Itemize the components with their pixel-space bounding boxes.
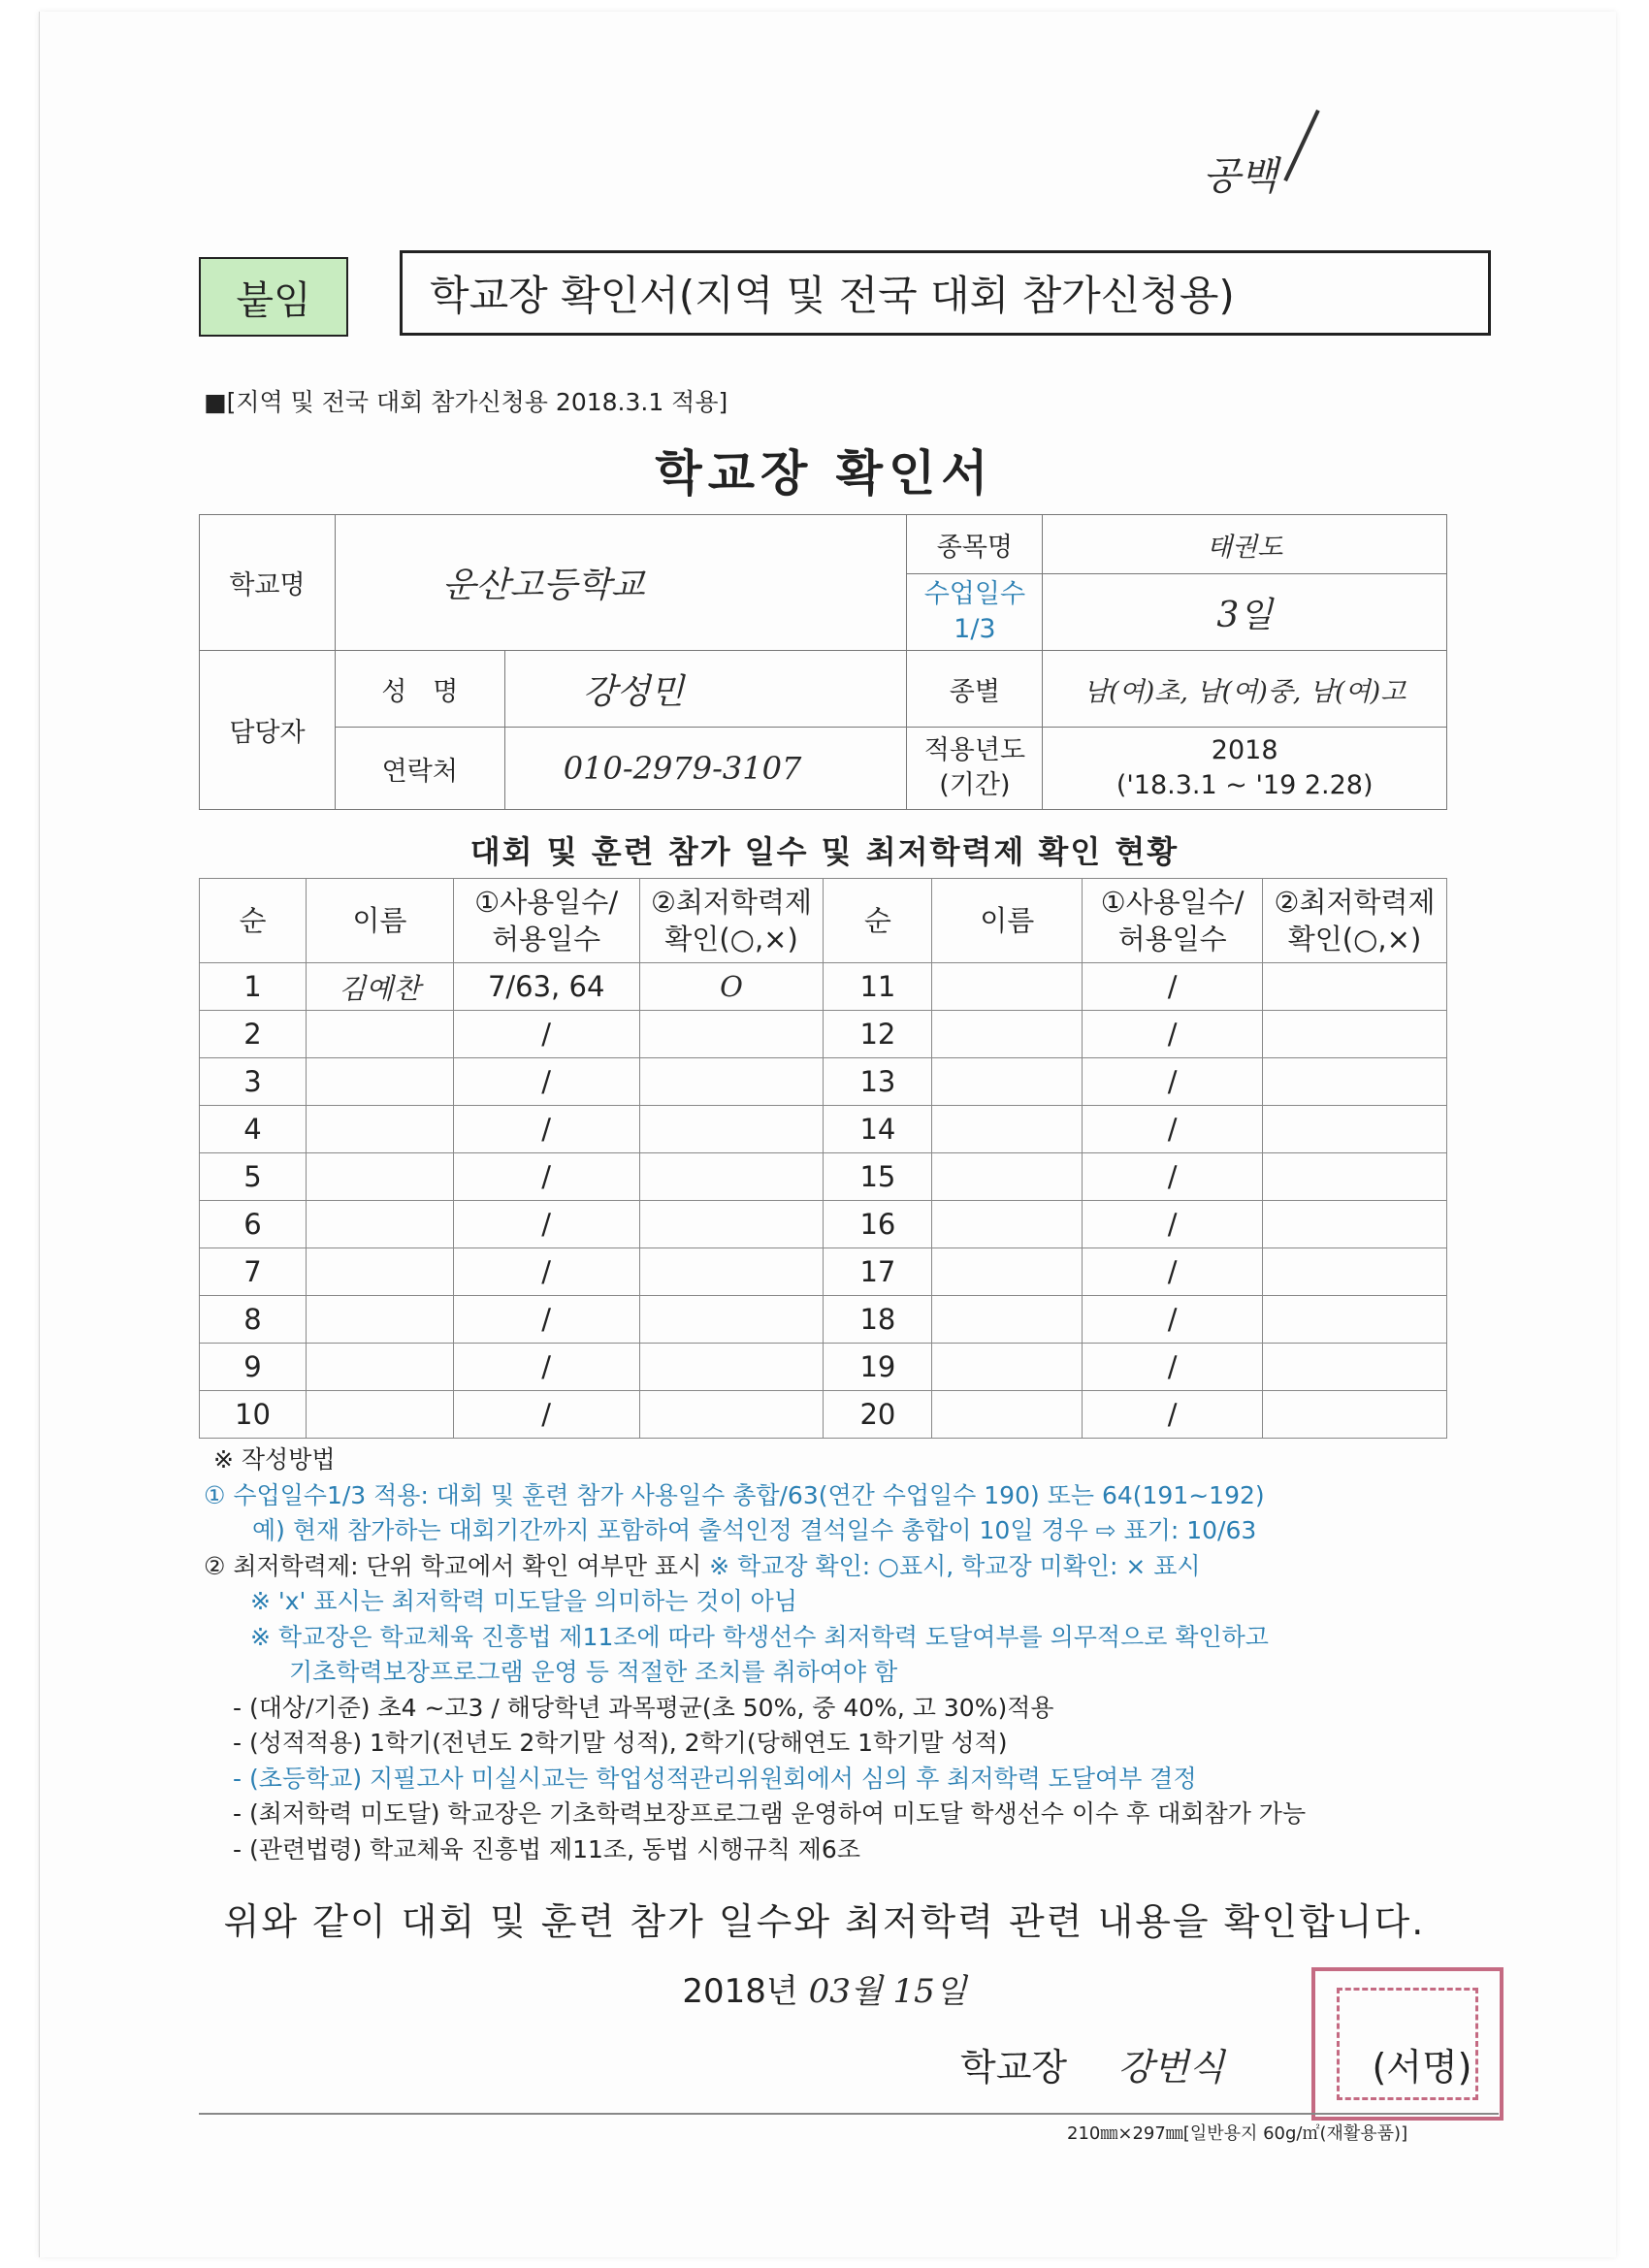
table-row: [200, 1153, 1447, 1201]
col-days: [453, 879, 639, 963]
row-days: /: [453, 1344, 639, 1391]
row-days: /: [453, 1011, 639, 1058]
col-no-right: 순: [824, 879, 932, 963]
col-days-line1: ①사용일수/: [474, 886, 619, 919]
principal-label: 학교장: [960, 2046, 1068, 2089]
row-days-right: /: [1083, 1296, 1263, 1344]
year-value: 2018: [1211, 735, 1278, 765]
instructions: [204, 1442, 1523, 1867]
col-days-right: [1083, 879, 1263, 963]
row-min-right: [1263, 1344, 1447, 1391]
row-no-right: 12: [824, 1011, 932, 1058]
manager-name-value: 강성민: [504, 651, 907, 728]
days-value: 3일: [1043, 574, 1447, 651]
detail-3: - (초등학교) 지필고사 미실시교는 학업성적관리위원회에서 심의 후 최저학력 도달여부 결정: [233, 1764, 1197, 1793]
row-min: [639, 1058, 824, 1106]
row-no: 6: [200, 1201, 307, 1248]
col-days-line2: 허용일수: [492, 923, 601, 956]
row-name: [306, 1344, 453, 1391]
info-table: [199, 514, 1447, 810]
table-row: [200, 1011, 1447, 1058]
principal-name: 강번식: [1117, 2046, 1225, 2089]
row-name-right: [932, 1201, 1083, 1248]
row-min-right: [1263, 1153, 1447, 1201]
row-days: /: [453, 1201, 639, 1248]
row-no-right: 18: [824, 1296, 932, 1344]
row-min: [639, 1248, 824, 1296]
row-name-right: [932, 963, 1083, 1011]
row-days-right: /: [1083, 1344, 1263, 1391]
table-row: [200, 1058, 1447, 1106]
date-day: 15일: [892, 1972, 967, 2011]
col-days-right-line2: 허용일수: [1117, 923, 1227, 956]
row-no: 9: [200, 1344, 307, 1391]
col-name: 이름: [306, 879, 453, 963]
confirmation-statement: 위와 같이 대회 및 훈련 참가 일수와 최저학력 관련 내용을 확인합니다.: [223, 1900, 1426, 1943]
table-header-row: [200, 879, 1447, 963]
name-label: 성 명: [335, 651, 504, 728]
row-min-right: [1263, 1296, 1447, 1344]
row-no: 3: [200, 1058, 307, 1106]
row-name: [306, 1296, 453, 1344]
sport-label: 종목명: [907, 515, 1043, 574]
period-label: (기간): [939, 770, 1011, 800]
row-min: O: [639, 963, 824, 1011]
row-name: [306, 1153, 453, 1201]
note-2-text: ② 최저학력제: 단위 학교에서 확인 여부만 표시: [204, 1551, 710, 1580]
detail-4: - (최저학력 미도달) 학교장은 기초학력보장프로그램 운영하여 미도달 학생선수 이수 후 대회참가 가능: [233, 1799, 1307, 1828]
row-no: 8: [200, 1296, 307, 1344]
detail-1: - (대상/기준) 초4 ~고3 / 해당학년 과목평균(초 50%, 중 40%, 고 30%)적용: [233, 1693, 1054, 1722]
row-days: /: [453, 1391, 639, 1439]
row-days-right: /: [1083, 1391, 1263, 1439]
row-no: 2: [200, 1011, 307, 1058]
row-no-right: 16: [824, 1201, 932, 1248]
row-name-right: [932, 1011, 1083, 1058]
col-min-right: [1263, 879, 1447, 963]
sign-label: (서명): [1372, 2046, 1472, 2089]
col-min-line2: 확인(○,×): [664, 923, 798, 956]
page-title: 학교장 확인서: [655, 445, 994, 502]
row-days: /: [453, 1106, 639, 1153]
row-name: 김예찬: [306, 963, 453, 1011]
row-name-right: [932, 1106, 1083, 1153]
table-row: [200, 1344, 1447, 1391]
row-days-right: /: [1083, 1153, 1263, 1201]
row-name-right: [932, 1058, 1083, 1106]
days-fraction: 1/3: [954, 614, 996, 644]
row-days: /: [453, 1058, 639, 1106]
row-days: 7/63, 64: [453, 963, 639, 1011]
table-row: [200, 1201, 1447, 1248]
row-days-right: /: [1083, 1011, 1263, 1058]
col-no: 순: [200, 879, 307, 963]
row-min-right: [1263, 1058, 1447, 1106]
row-min-right: [1263, 1011, 1447, 1058]
row-min: [639, 1201, 824, 1248]
year-label: 적용년도: [923, 735, 1026, 765]
row-days-right: /: [1083, 1248, 1263, 1296]
row-days-right: /: [1083, 1058, 1263, 1106]
table-row: [200, 1391, 1447, 1439]
note-2-mark: ※ 학교장 확인: ○표시, 학교장 미확인: × 표시: [709, 1551, 1201, 1580]
row-min-right: [1263, 1248, 1447, 1296]
table-heading: 대회 및 훈련 참가 일수 및 최저학력제 확인 현황: [469, 833, 1180, 870]
row-no: 5: [200, 1153, 307, 1201]
row-days: /: [453, 1153, 639, 1201]
row-min: [639, 1011, 824, 1058]
row-name-right: [932, 1391, 1083, 1439]
row-days: /: [453, 1296, 639, 1344]
attachment-tag: 붙임: [199, 257, 348, 337]
date-year: 2018년: [682, 1972, 798, 2011]
signature-line: [960, 2037, 1472, 2090]
row-min: [639, 1391, 824, 1439]
contact-value: 010-2979-3107: [504, 728, 907, 810]
note-2: [204, 1549, 1523, 1585]
row-no-right: 20: [824, 1391, 932, 1439]
period-value: ('18.3.1 ~ '19 2.28): [1116, 770, 1374, 800]
notes-heading: ※ 작성방법: [213, 1445, 336, 1474]
col-min: [639, 879, 824, 963]
school-label: 학교명: [200, 515, 336, 651]
row-name: [306, 1011, 453, 1058]
footer-divider: [199, 2113, 1499, 2115]
row-name: [306, 1106, 453, 1153]
row-name-right: [932, 1344, 1083, 1391]
year-value-cell: [1043, 728, 1447, 810]
table-row: [200, 1248, 1447, 1296]
row-name: [306, 1201, 453, 1248]
table-row: [200, 1296, 1447, 1344]
row-name-right: [932, 1248, 1083, 1296]
row-min-right: [1263, 963, 1447, 1011]
row-days-right: /: [1083, 963, 1263, 1011]
row-days-right: /: [1083, 1106, 1263, 1153]
handwritten-corner-note: 공백: [1203, 154, 1278, 199]
col-min-right-line2: 확인(○,×): [1287, 923, 1422, 956]
table-row: [200, 1106, 1447, 1153]
row-min-right: [1263, 1201, 1447, 1248]
row-min: [639, 1296, 824, 1344]
row-no: 10: [200, 1391, 307, 1439]
days-label-cell: [907, 574, 1043, 651]
row-no-right: 19: [824, 1344, 932, 1391]
school-value: 운산고등학교: [335, 515, 907, 651]
year-label-cell: [907, 728, 1043, 810]
note-4b: 기초학력보장프로그램 운영 등 적절한 조치를 취하여야 함: [289, 1658, 898, 1686]
note-1: ① 수업일수1/3 적용: 대회 및 훈련 참가 사용일수 총합/63(연간 수업일수 190) 또는 64(191~192): [204, 1480, 1265, 1509]
row-no-right: 14: [824, 1106, 932, 1153]
row-no-right: 13: [824, 1058, 932, 1106]
detail-5: - (관련법령) 학교체육 진흥법 제11조, 동법 시행규칙 제6조: [233, 1834, 860, 1863]
row-name-right: [932, 1153, 1083, 1201]
application-note: ■[지역 및 전국 대회 참가신청용 2018.3.1 적용]: [204, 388, 728, 416]
row-days: /: [453, 1248, 639, 1296]
col-min-line1: ②최저학력제: [651, 886, 813, 919]
row-name-right: [932, 1296, 1083, 1344]
row-days-right: /: [1083, 1201, 1263, 1248]
date-month: 03월: [808, 1972, 883, 2011]
header-title: 학교장 확인서(지역 및 전국 대회 참가신청용): [400, 250, 1491, 336]
contact-label: 연락처: [335, 728, 504, 810]
sport-value: 태권도: [1043, 515, 1447, 574]
category-label: 종별: [907, 651, 1043, 728]
row-no: 1: [200, 963, 307, 1011]
row-min: [639, 1344, 824, 1391]
row-name: [306, 1248, 453, 1296]
manager-label: 담당자: [200, 651, 336, 810]
row-min: [639, 1153, 824, 1201]
paper-spec: 210㎜×297㎜[일반용지 60g/㎡(재활용품)]: [1067, 2123, 1408, 2144]
days-label: 수업일수: [923, 579, 1026, 609]
note-1-example: 예) 현재 참가하는 대회기간까지 포함하여 출석인정 결석일수 총합이 10일 경우 ⇨ 표기: 10/63: [252, 1516, 1257, 1544]
note-4a: ※ 학교장은 학교체육 진흥법 제11조에 따라 학생선수 최저학력 도달여부를 의무적으로 확인하고: [250, 1622, 1269, 1651]
detail-2: - (성적적용) 1학기(전년도 2학기말 성적), 2학기(당해연도 1학기말 성적): [233, 1729, 1008, 1757]
category-value: 남(여)초, 남(여)중, 남(여)고: [1043, 651, 1447, 728]
table-row: [200, 963, 1447, 1011]
col-name-right: 이름: [932, 879, 1083, 963]
note-3: ※ 'x' 표시는 최저학력 미도달을 의미하는 것이 아님: [250, 1587, 797, 1615]
row-no-right: 15: [824, 1153, 932, 1201]
participation-table: [199, 878, 1447, 1439]
row-no-right: 11: [824, 963, 932, 1011]
row-name: [306, 1391, 453, 1439]
row-no: 4: [200, 1106, 307, 1153]
row-min-right: [1263, 1391, 1447, 1439]
row-no: 7: [200, 1248, 307, 1296]
row-min: [639, 1106, 824, 1153]
col-min-right-line1: ②최저학력제: [1274, 886, 1436, 919]
row-min-right: [1263, 1106, 1447, 1153]
col-days-right-line1: ①사용일수/: [1100, 886, 1245, 919]
row-name: [306, 1058, 453, 1106]
row-no-right: 17: [824, 1248, 932, 1296]
